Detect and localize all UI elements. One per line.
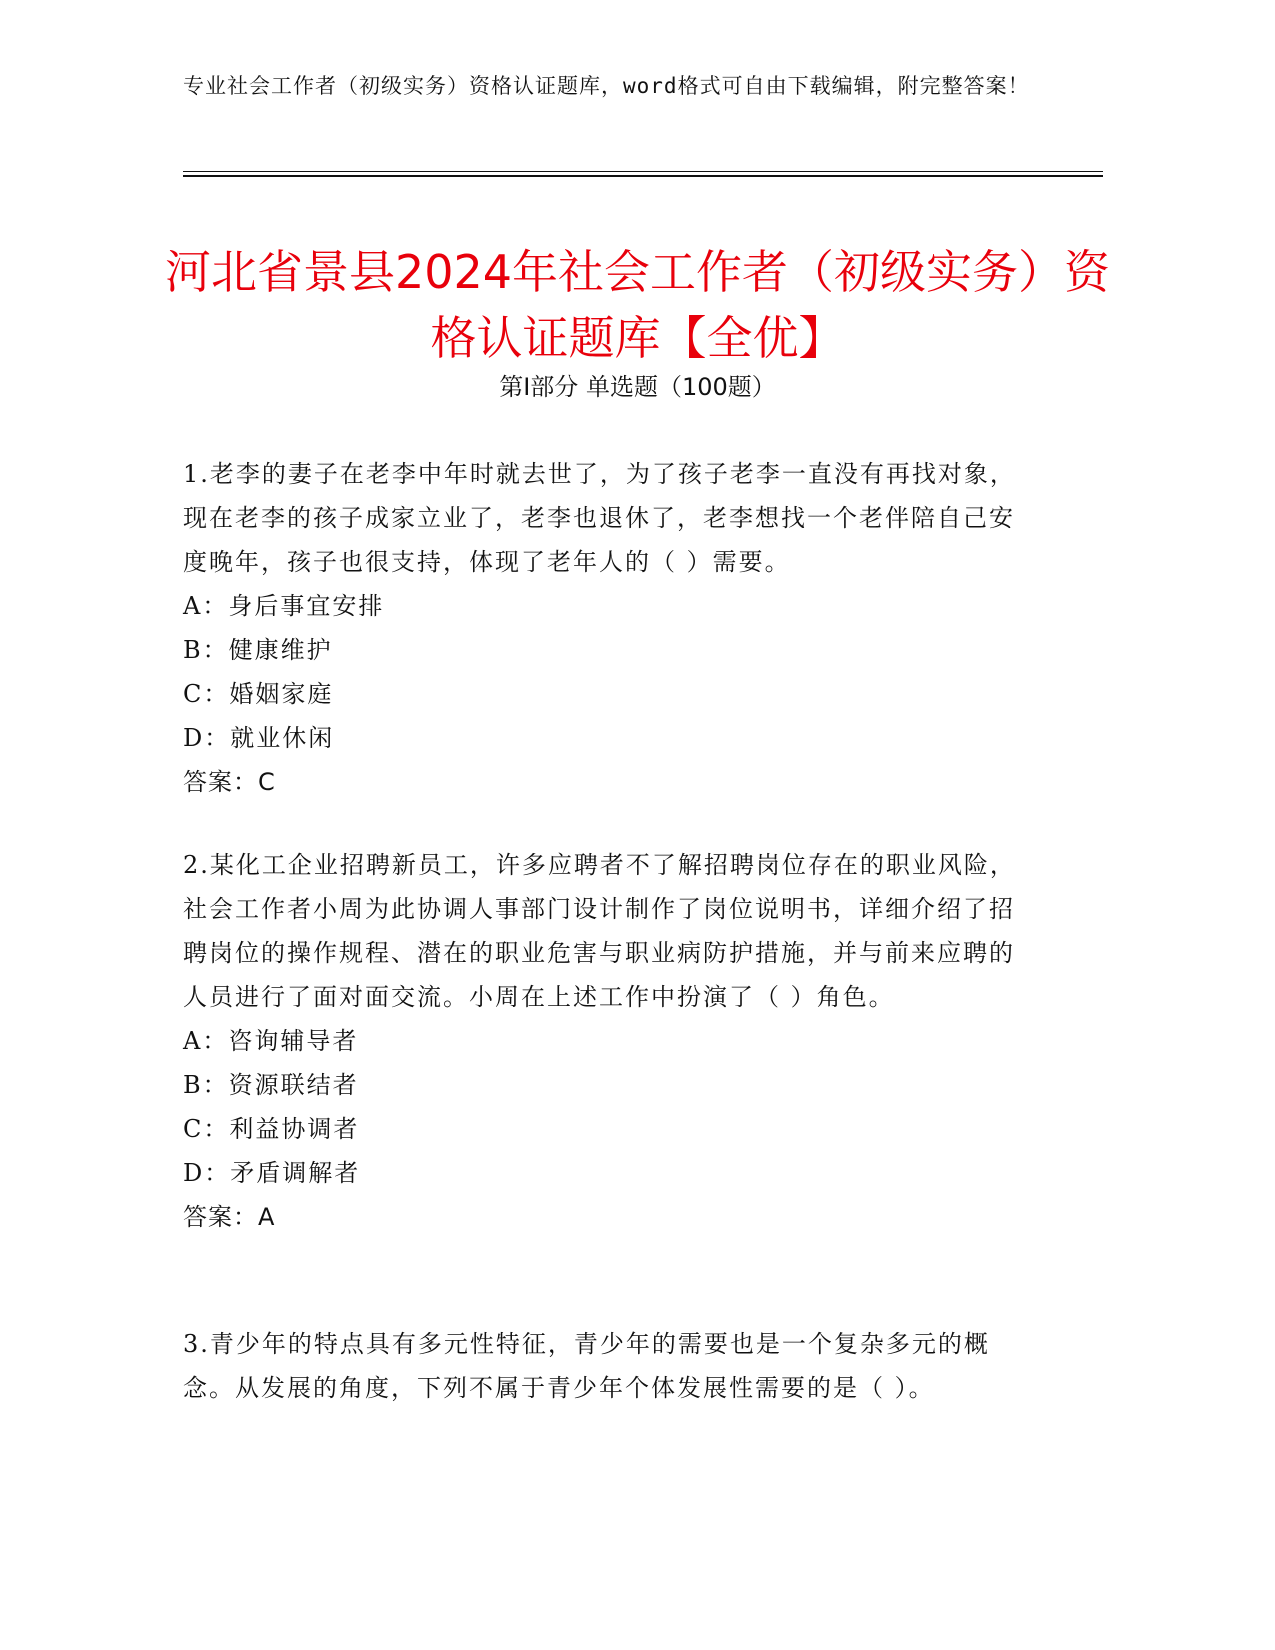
header-divider-thick [183,175,1103,177]
question-stem: 2.某化工企业招聘新员工，许多应聘者不了解招聘岗位存在的职业风险，社会工作者小周为此协调人事部门设计制作了岗位说明书，详细介绍了招聘岗位的操作规程、潜在的职业危害与职业病防护措施，并与前来应聘的人员进行了面对面交流。小周在上述工作中扮演了（ ）角色。 [183,851,1016,1011]
question-stem: 1.老李的妻子在老李中年时就去世了，为了孩子老李一直没有再找对象，现在老李的孩子成家立业了，老李也退休了，老李想找一个老伴陪自己安度晚年，孩子也很支持，体现了老年人的（ ）需要。 [183,460,1016,576]
option-d: D：就业休闲 [183,724,335,752]
option-b: B：健康维护 [183,636,333,664]
question-2 [183,843,1033,1239]
answer: 答案：A [183,1203,276,1231]
option-d: D：矛盾调解者 [183,1159,361,1187]
header-divider-thin [183,171,1103,172]
answer: 答案：C [183,768,276,796]
option-c: C：利益协调者 [183,1115,360,1143]
header-note: 专业社会工作者（初级实务）资格认证题库，word格式可自由下载编辑，附完整答案！ [183,74,1030,98]
question-stem: 3.青少年的特点具有多元性特征，青少年的需要也是一个复杂多元的概念。从发展的角度，下列不属于青少年个体发展性需要的是（ ）。 [183,1330,990,1402]
option-b: B：资源联结者 [183,1071,359,1099]
option-a: A：咨询辅导者 [183,1027,359,1055]
section-title: 第Ⅰ部分 单选题（100题） [499,373,776,401]
option-a: A：身后事宜安排 [183,592,385,620]
document-title: 河北省景县2024年社会工作者（初级实务）资格认证题库【全优】 [164,244,1111,365]
question-1 [183,452,1033,804]
option-c: C：婚姻家庭 [183,680,334,708]
question-3 [183,1322,1033,1410]
